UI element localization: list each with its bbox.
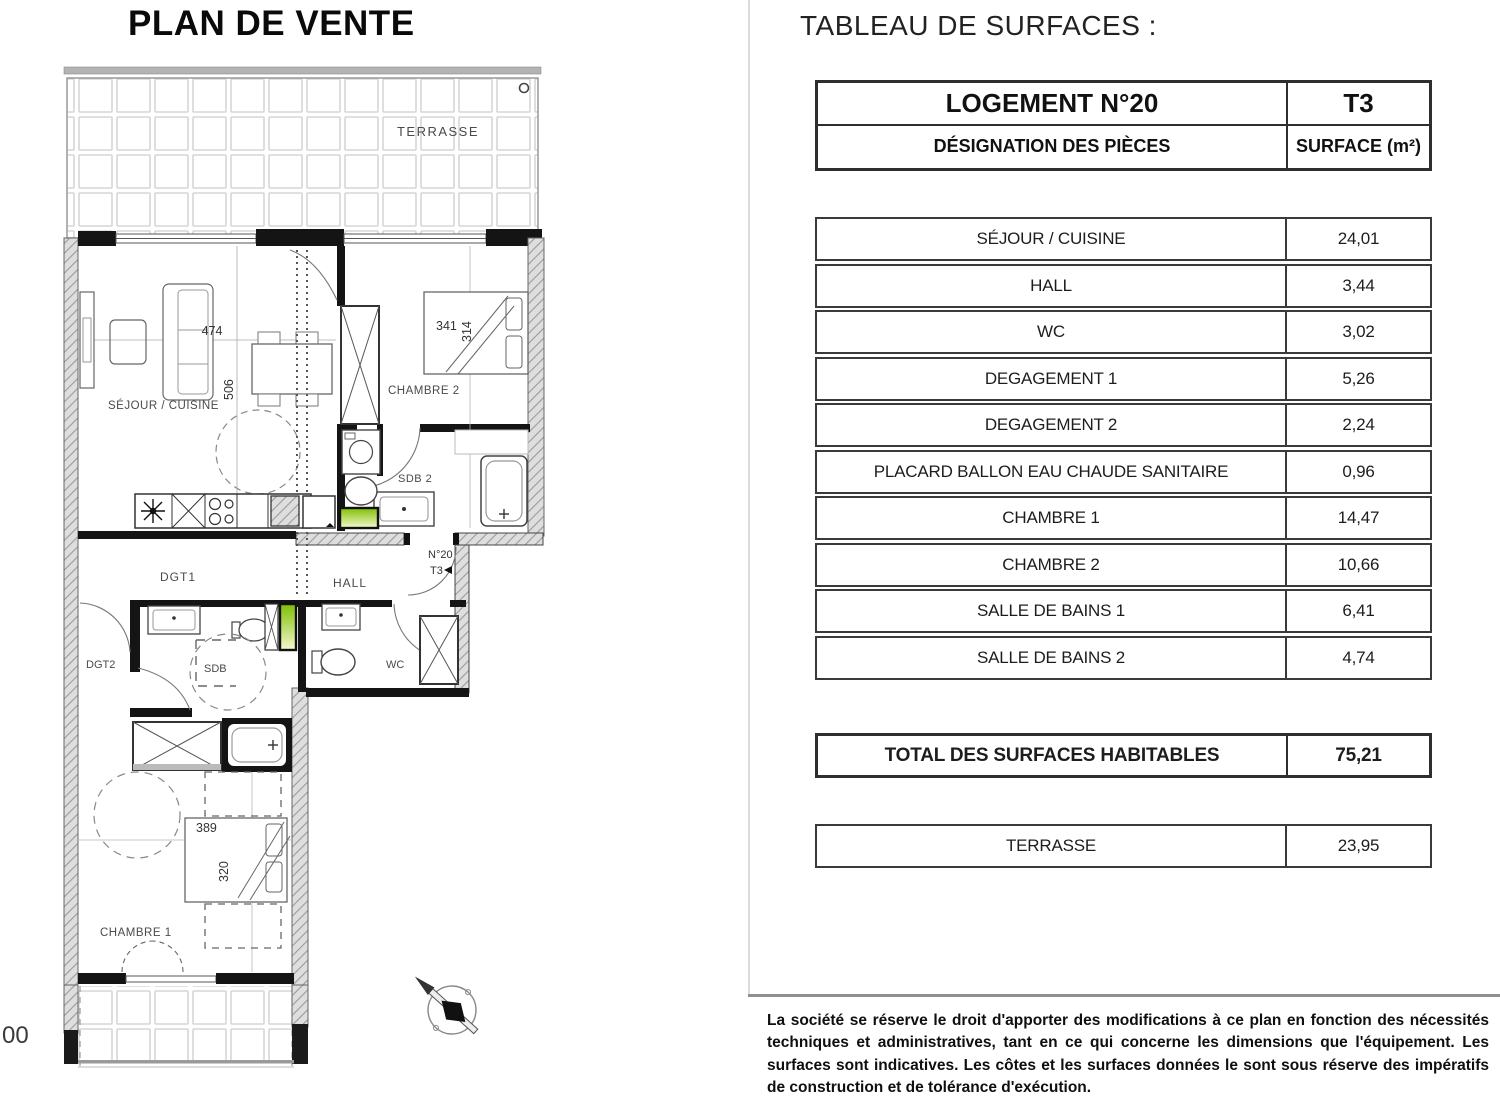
turning-circle [94, 772, 180, 858]
room-surface: 3,02 [1342, 322, 1375, 341]
door-arc [138, 668, 190, 710]
door-arc [80, 603, 130, 652]
terrasse-label: TERRASSE [817, 826, 1287, 866]
surface-table-rows [815, 217, 1432, 682]
dining-table-icon [252, 332, 332, 406]
toilet-icon [232, 619, 269, 641]
sdb1-label: SDB [204, 663, 227, 675]
page-marker: 00 [2, 1022, 29, 1049]
table-row [815, 357, 1432, 401]
total-value: 75,21 [1335, 744, 1382, 766]
vertical-divider [748, 0, 750, 994]
room-surface: 4,74 [1342, 647, 1375, 667]
dim-341: 341 [436, 319, 457, 333]
chambre2-label: CHAMBRE 2 [388, 385, 460, 397]
compass-icon [397, 957, 493, 1051]
room-label: SÉJOUR / CUISINE [817, 219, 1287, 259]
table-row [815, 264, 1432, 308]
washbasin-icon [374, 492, 434, 526]
kitchen-counter-icon [135, 494, 335, 528]
room-surface: 6,41 [1342, 601, 1375, 620]
room-label: CHAMBRE 1 [817, 498, 1287, 538]
dgt2-label: DGT2 [86, 659, 116, 671]
room-label: CHAMBRE 2 [817, 545, 1287, 585]
washing-machine-icon [342, 430, 380, 474]
column-header-designation: DÉSIGNATION DES PIÈCES [818, 126, 1288, 169]
door-arc [152, 941, 183, 972]
room-label: DEGAGEMENT 1 [817, 359, 1287, 399]
wc-label: WC [386, 659, 405, 671]
sdb2-room [340, 428, 528, 528]
chambre1-room [78, 772, 292, 972]
bed-icon [424, 292, 528, 374]
sdb2-label: SDB 2 [398, 473, 433, 485]
logement-number: LOGEMENT N°20 [818, 83, 1288, 124]
terrace-top [64, 67, 541, 238]
turning-circle [216, 410, 300, 494]
terrasse-value: 23,95 [1337, 836, 1380, 855]
washbasin-icon [148, 606, 200, 634]
room-surface: 14,47 [1337, 508, 1380, 527]
sofa-icon [163, 284, 213, 400]
sejour-label: SÉJOUR / CUISINE [108, 400, 219, 412]
room-label: PLACARD BALLON EAU CHAUDE SANITAIRE [817, 452, 1287, 492]
door-arc [122, 941, 152, 972]
legal-disclaimer: La société se réserve le droit d'apporter des modifications à ce plan en fonction des nécessités techniques et administratives, tant en ce qui concerne les dimensions que l'équipement. Les surfaces sont indicatives. Les côtes et les surfaces données le sont sous réserve des impératifs de construction et de tolérance d'exécution. [767, 1012, 1489, 1097]
terrace-top-label: TERRASSE [396, 124, 480, 139]
bathtub-icon [222, 718, 292, 772]
light-point-icon [520, 84, 529, 93]
wc-room [312, 604, 458, 684]
logement-type: T3 [1343, 87, 1374, 118]
entrance-unit-label: N°20 [428, 549, 453, 561]
placard-icon [133, 722, 221, 770]
hot-water-closet-highlight [340, 508, 378, 528]
dim-314: 314 [460, 321, 474, 342]
room-label: HALL [817, 266, 1287, 306]
room-surface: 3,44 [1342, 275, 1375, 295]
room-surface: 24,01 [1337, 229, 1380, 248]
total-row [815, 733, 1432, 778]
table-row [815, 403, 1432, 447]
dim-474: 474 [201, 324, 223, 338]
table-row [815, 636, 1432, 680]
chambre1-label: CHAMBRE 1 [100, 927, 172, 939]
armchair-icon [110, 320, 146, 364]
toilet-icon [312, 649, 355, 675]
sink-icon [141, 499, 165, 523]
room-surface: 10,66 [1337, 554, 1380, 574]
room-label: SALLE DE BAINS 1 [817, 591, 1287, 631]
turning-circle [190, 634, 266, 710]
terrasse-row [815, 824, 1432, 868]
table-row [815, 450, 1432, 494]
placard-icon [341, 306, 379, 424]
dim-506: 506 [222, 379, 236, 400]
room-label: SALLE DE BAINS 2 [817, 638, 1287, 678]
toilet-icon [345, 477, 377, 505]
washbasin-icon [322, 604, 360, 630]
page-title: PLAN DE VENTE [128, 4, 415, 43]
room-label: DEGAGEMENT 2 [817, 405, 1287, 445]
total-label: TOTAL DES SURFACES HABITABLES [818, 736, 1288, 775]
horizontal-divider [748, 994, 1500, 997]
shelf-icon [265, 604, 278, 650]
dim-389: 389 [196, 821, 217, 835]
dim-320: 320 [217, 861, 231, 882]
room-surface: 0,96 [1342, 461, 1375, 481]
table-row [815, 310, 1432, 354]
placard-icon [420, 616, 458, 684]
surface-table-header [815, 80, 1432, 171]
table-row [815, 496, 1432, 540]
column-header-surface: SURFACE (m²) [1296, 136, 1421, 157]
tv-bench-icon [80, 292, 94, 388]
bathtub-icon [481, 456, 527, 526]
room-surface: 5,26 [1342, 368, 1375, 388]
appliance-icon [271, 496, 299, 526]
terrace-bottom [64, 985, 308, 1067]
floor-plan [0, 0, 750, 1086]
dgt1-label: DGT1 [160, 570, 197, 584]
entrance-type-label: T3 [430, 565, 443, 577]
room-surface: 2,24 [1342, 415, 1375, 434]
table-row [815, 543, 1432, 587]
hot-water-closet-highlight [280, 604, 296, 650]
table-row [815, 217, 1432, 261]
sdb1-room [80, 603, 296, 772]
surface-table-title: TABLEAU DE SURFACES : [800, 10, 1157, 41]
room-label: WC [817, 312, 1287, 352]
table-row [815, 589, 1432, 633]
hall-label: HALL [333, 576, 368, 590]
